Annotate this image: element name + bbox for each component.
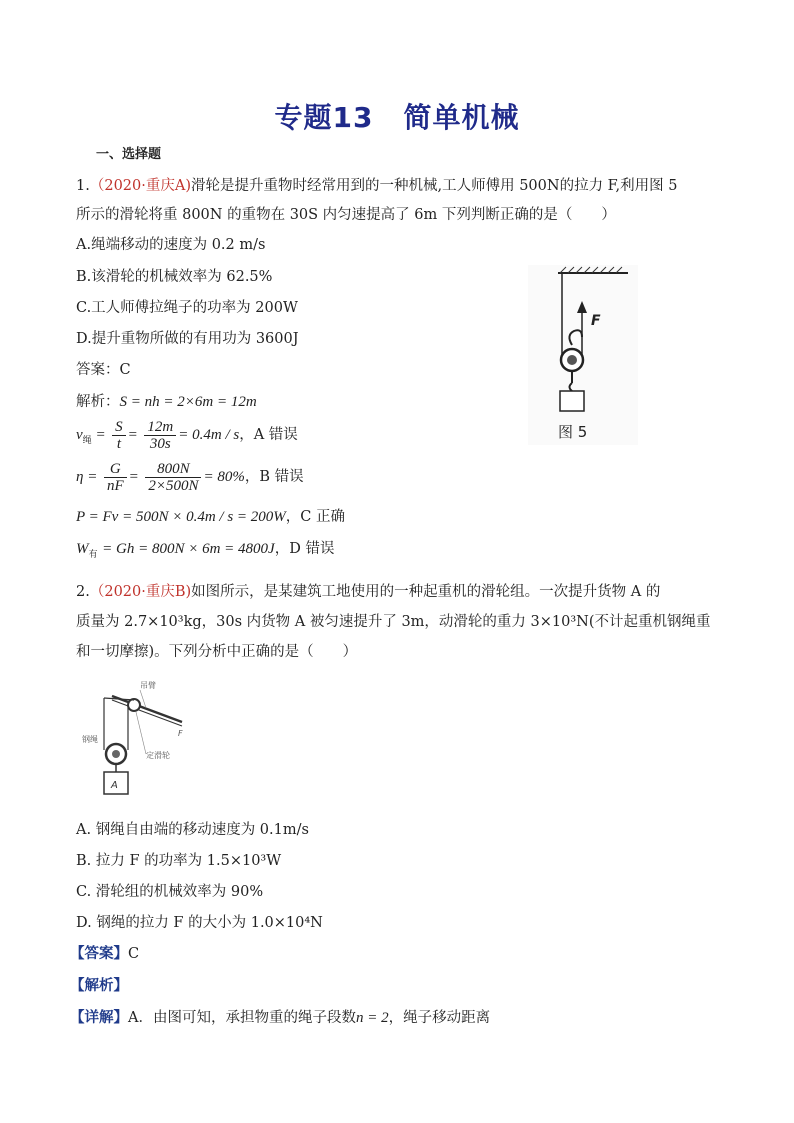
q1-analysis-label: 解析： [76,394,120,410]
q1-option-c: C.工人师傅拉绳子的功率为 200W [76,300,298,316]
q1-step-3: η = $\frac{G}{nF}$ = $\frac{800N}{2\times 500N}$ = 80%，B 错误 [76,460,304,494]
q1-option-a: A.绳端移动的速度为 0.2 m/s [76,237,266,253]
figure-5-caption: 图 5 [558,423,588,441]
q1-step-1-math: S = nh = 2×6m = 12m [119,394,257,410]
q1-text-1: 滑轮是提升重物时经常用到的一种机械,工人师傅用 500N的拉力 F,利用图 5 [190,178,678,194]
pulley-axle [567,355,577,365]
q1-step-4-math: P = Fv = 500N × 0.4m / s = 200W [76,509,286,525]
weight-block [560,391,584,411]
q1-step-2-verdict: ，A 错误 [239,427,298,443]
q2-detail [70,1008,490,1028]
label-fixed-pulley: 定滑轮 [146,751,170,760]
crane-boom [112,696,182,722]
q1-step-5-lhs: W [76,541,89,557]
q2-number: 2. [76,584,90,600]
label-rope: 钢绳 [82,735,98,744]
title-sub: 简单机械 [403,101,520,134]
title-main: 专题13 [274,101,374,134]
section-heading: 一、选择题 [96,147,162,162]
page-title [0,96,794,136]
figure-5-pulley [528,265,638,445]
q1-step-3-frac-1: $\frac{G}{nF}$ [104,461,127,494]
q1-step-3-frac-2: $\frac{800N}{2\times 500N}$ [145,461,201,494]
q1-step-2-frac-1: $\frac{S}{t}$ [112,419,126,452]
q1-step-2-lhs: v [76,427,83,443]
q2-text-2: 质量为 2.7×10³kg，30s 内货物 A 被匀速提升了 3m，动滑轮的重力 3×10³N(不计起重机钢绳重 [76,614,711,630]
q1-step-4 [76,507,345,527]
q2-option-a: A. 钢绳自由端的移动速度为 0.1m/s [76,822,309,838]
figure-crane [82,678,192,798]
q1-step-2: $v_绳$ = $\frac{S}{t}$ = $\frac{12m}{30s}$ = 0.4m / s，A 错误 [76,418,298,452]
q1-text-2: 所示的滑轮将重 800N 的重物在 30S 内匀速提高了 6m 下列判断正确的是（ ） [76,207,616,223]
q1-step-1 [76,392,257,412]
q1-step-3-lhs: η = [76,469,98,485]
q1-step-5-math: = Gh = 800N × 6m = 4800J [102,541,275,557]
q2-option-d: D. 钢绳的拉力 F 的大小为 1.0×10⁴N [76,915,323,931]
q1-step-3-verdict: ，B 错误 [244,469,304,485]
q1-option-b: B.该滑轮的机械效率为 62.5% [76,269,273,285]
q1-step-4-verdict: ，C 正确 [285,509,346,525]
q2-detail-tail: ，绳子移动距离 [388,1010,491,1026]
q2-source: （2020·重庆B) [89,584,192,600]
q2-answer-value: C [128,946,140,962]
q1-step-5 [76,539,334,564]
q2-detail-label: 【详解】 [70,1009,128,1026]
q1-step-3-result: = 80% [203,469,245,485]
q1-step-5-sub: 有 [88,549,98,559]
q2-line-1 [76,582,660,602]
q2-answer [70,944,139,964]
q2-option-c: C. 滑轮组的机械效率为 90% [76,884,264,900]
q1-step-5-verdict: ，D 错误 [274,541,335,557]
q2-detail-math: n = 2 [355,1010,389,1026]
cargo-label: A [111,780,118,791]
q1-answer: 答案：C [76,362,131,378]
q1-number: 1. [76,178,90,194]
q2-detail-text: A．由图可知，承担物重的绳子段数 [128,1010,356,1026]
q2-text-1: 如图所示，是某建筑工地使用的一种起重机的滑轮组。一次提升货物 A 的 [191,584,661,600]
q2-text-3: 和一切摩擦)。下列分析中正确的是（ ） [76,644,358,660]
q1-step-2-result: = 0.4m / s [178,427,240,443]
q1-source: （2020·重庆A) [89,178,191,194]
label-boom: 吊臂 [140,681,156,690]
q2-answer-label: 【答案】 [70,945,128,962]
q1-option-d: D.提升重物所做的有用功为 3600J [76,331,299,347]
q2-option-b: B. 拉力 F 的功率为 1.5×10³W [76,853,282,869]
force-label: F [591,313,601,329]
q2-analysis-label: 【解析】 [70,977,128,994]
q1-step-2-sub: 绳 [82,435,92,445]
q1-line-1 [76,176,677,196]
q1-step-2-frac-2: $\frac{12m}{30s}$ [144,419,176,452]
fixed-pulley-icon [128,699,140,711]
label-force: F [178,729,183,738]
